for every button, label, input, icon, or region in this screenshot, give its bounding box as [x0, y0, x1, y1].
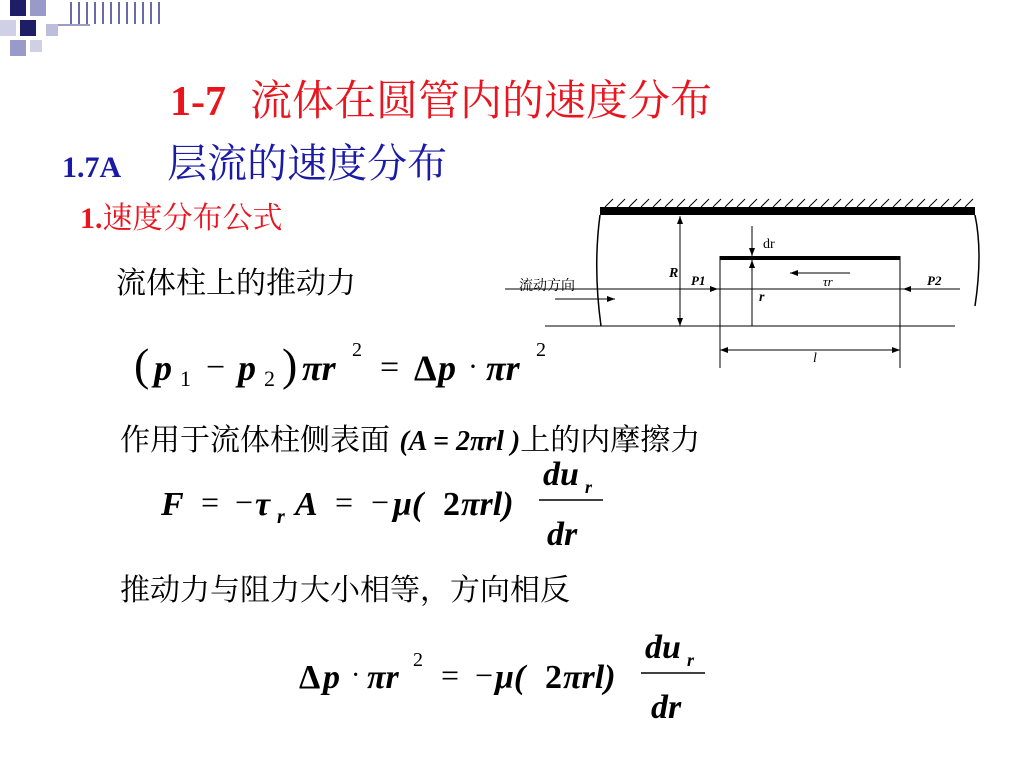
svg-text:=: =	[335, 484, 354, 520]
dr-label: dr	[763, 237, 775, 252]
l-label: l	[813, 351, 817, 366]
svg-text:2: 2	[352, 339, 362, 361]
svg-text:=: =	[380, 349, 400, 386]
svg-text:Δ: Δ	[299, 659, 321, 696]
svg-text:2: 2	[264, 366, 275, 391]
pipe-diagram	[505, 198, 1010, 376]
svg-text:(: (	[134, 339, 150, 390]
svg-text:−: −	[371, 484, 390, 520]
section-heading	[80, 193, 283, 237]
svg-text:−: −	[475, 657, 494, 693]
svg-text:r: r	[687, 650, 695, 670]
balance-text: 推动力与阻力大小相等，方向相反	[120, 573, 570, 608]
r-label: r	[759, 290, 765, 305]
push-force-text: 流体柱上的推动力	[116, 266, 356, 301]
svg-text:dr: dr	[651, 689, 682, 726]
svg-text:πr: πr	[302, 348, 336, 388]
tau-label: τr	[823, 274, 833, 289]
friction-line	[120, 415, 700, 459]
svg-text:p: p	[238, 348, 256, 388]
svg-text:=: =	[201, 484, 220, 520]
svg-text:πrl): πrl)	[563, 659, 616, 696]
svg-text:dr: dr	[547, 516, 578, 553]
svg-text:−: −	[206, 349, 226, 386]
equation-balance	[295, 618, 725, 728]
svg-text:=: =	[441, 657, 460, 693]
svg-text:p: p	[323, 659, 340, 696]
friction-suffix: 上的内摩擦力	[520, 423, 701, 458]
svg-text:τ: τ	[255, 486, 271, 523]
svg-text:·: ·	[468, 350, 478, 383]
svg-text:): )	[282, 339, 298, 390]
subtitle-number: 1.7A	[62, 151, 122, 184]
svg-text:πr: πr	[367, 659, 399, 696]
svg-text:du: du	[543, 456, 579, 493]
title-number: 1-7	[170, 79, 226, 125]
title-text: 流体在圆管内的速度分布	[250, 76, 713, 125]
p1-label: P1	[691, 273, 706, 288]
p2-label: P2	[927, 273, 942, 288]
svg-text:2: 2	[545, 659, 562, 696]
svg-text:A: A	[295, 486, 318, 523]
svg-text:2: 2	[413, 649, 423, 671]
svg-text:μ(: μ(	[393, 486, 424, 523]
svg-text:2: 2	[443, 486, 460, 523]
section-number: 1.	[80, 202, 103, 235]
top-rule-pattern	[0, 0, 1024, 40]
svg-text:F: F	[161, 486, 184, 523]
svg-text:du: du	[645, 629, 681, 666]
slide-title	[170, 68, 712, 128]
slide-subtitle	[62, 132, 447, 189]
svg-text:r: r	[585, 477, 593, 497]
svg-text:πrl): πrl)	[461, 486, 514, 523]
section-text: 速度分布公式	[102, 201, 283, 236]
svg-text:Δ: Δ	[414, 348, 437, 388]
svg-text:−: −	[235, 484, 254, 520]
svg-text:p: p	[154, 348, 172, 388]
svg-text:1: 1	[180, 366, 191, 391]
friction-prefix: 作用于流体柱侧表面	[120, 423, 390, 458]
flow-direction-label: 流动方向	[519, 279, 575, 294]
equation-push-force	[130, 328, 570, 400]
svg-text:r: r	[277, 506, 285, 528]
equation-friction	[155, 455, 625, 560]
R-label: R	[669, 266, 679, 281]
subtitle-text: 层流的速度分布	[167, 141, 448, 187]
friction-area: (A = 2πrl )	[399, 426, 521, 457]
svg-text:πr: πr	[486, 348, 520, 388]
corner-decoration	[0, 0, 90, 60]
svg-text:·: ·	[351, 660, 361, 691]
svg-text:p: p	[438, 348, 456, 388]
svg-text:2: 2	[536, 339, 546, 361]
svg-text:μ(: μ(	[495, 659, 526, 696]
